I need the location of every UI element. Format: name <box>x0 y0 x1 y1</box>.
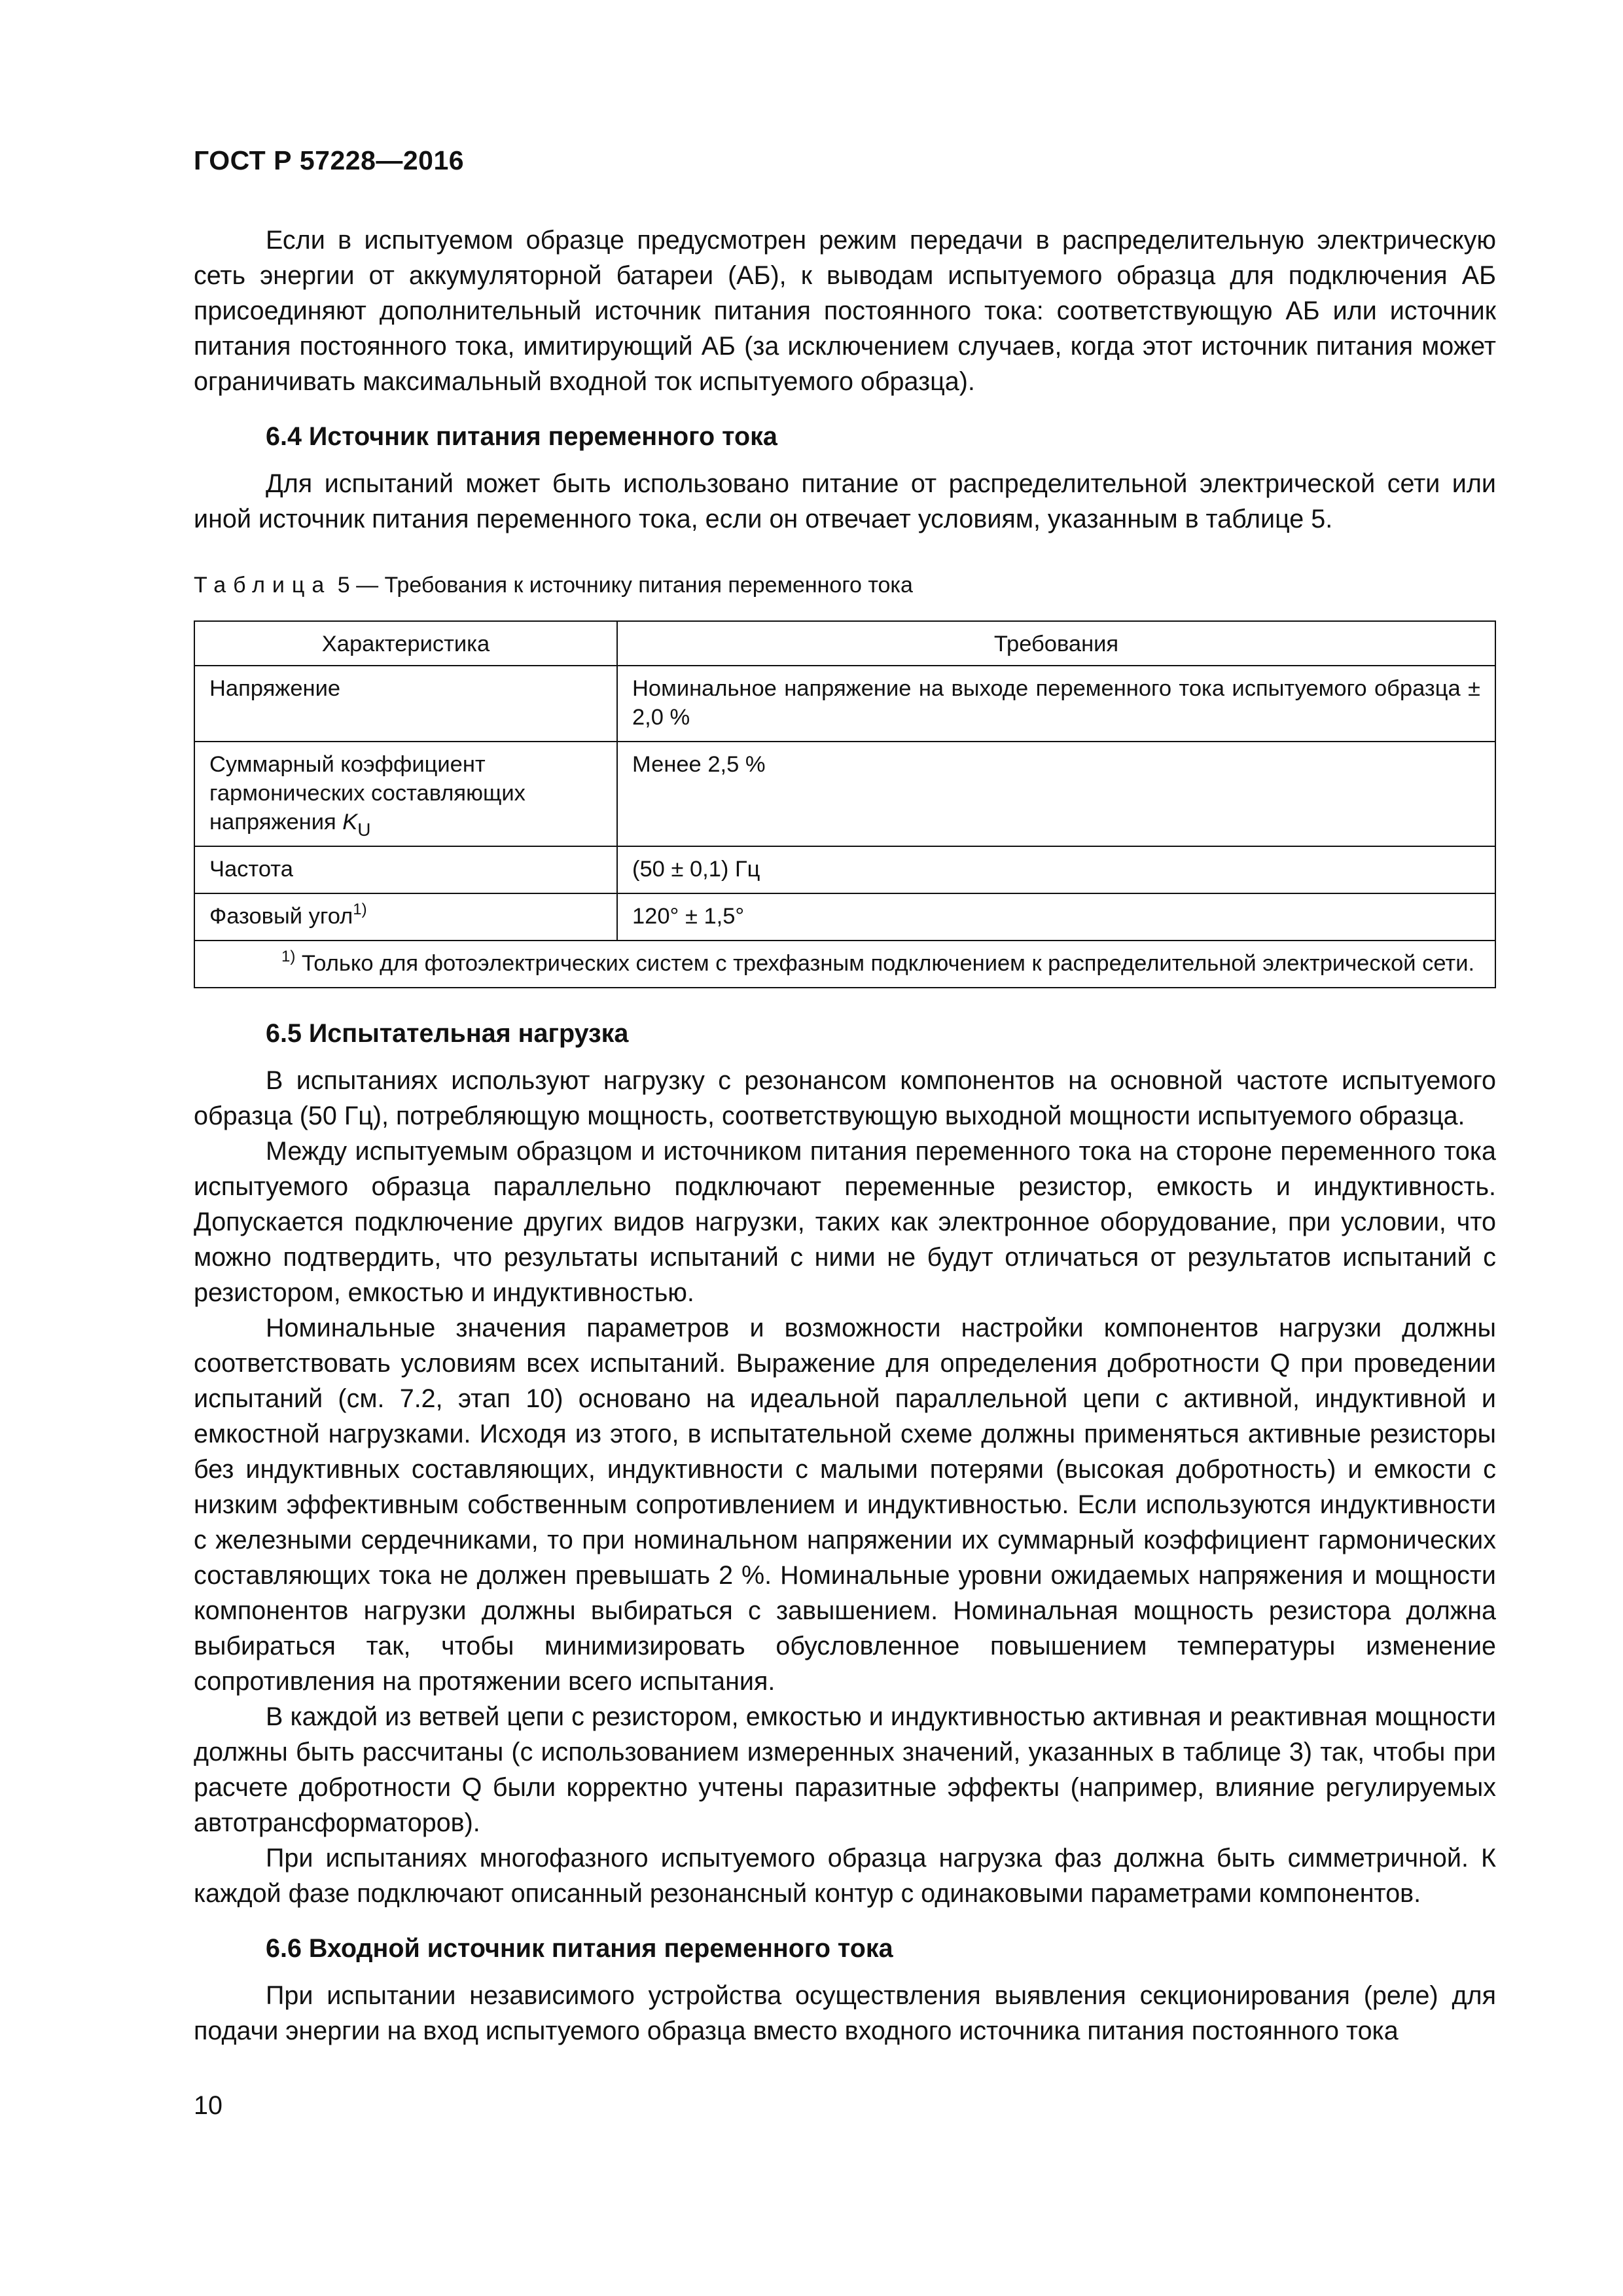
footnote-ref: 1) <box>353 901 367 918</box>
column-header-characteristic: Характеристика <box>194 621 617 666</box>
page-content <box>194 223 1496 2049</box>
section-6-5-paragraph: В каждой из ветвей цепи с резистором, емкостью и индуктивностью активная и реактивная мощности должны быть рассчитаны (с использованием измеренных значений, указанных в таблице 3) так, чтобы при расчете добротности Q были корректно учтены паразитные эффекты (например, влияние регулируемых автотрансформаторов). <box>194 1702 1496 1837</box>
section-6-6-paragraph: При испытании независимого устройства осуществления выявления секционирования (реле) для подачи энергии на вход испытуемого образца вместо входного источника питания постоянного тока <box>194 1981 1496 2045</box>
table-caption <box>194 571 1496 600</box>
table-row <box>194 846 1495 893</box>
table-header-row <box>194 621 1495 666</box>
table-caption-text: 5 — Требования к источнику питания переменного тока <box>331 573 913 598</box>
cell-characteristic <box>194 742 617 846</box>
cell-characteristic <box>194 893 617 941</box>
requirements-table <box>194 620 1496 988</box>
section-6-5-paragraph: Номинальные значения параметров и возможности настройки компонентов нагрузки должны соответствовать условиям всех испытаний. Выражение для определения добротности Q при проведении испытаний (см. 7.2, этап 10) основано на идеальной параллельной цепи с активной, индуктивной и емкостной нагрузками. Исходя из этого, в испытательной схеме должны применяться активные резисторы без индуктивных составляющих, индуктивности с малыми потерями (высокая добротность) и емкости с низким эффективным собственным сопротивлением и индуктивностью. Если используются индуктивности с железными сердечниками, то при номинальном напряжении их суммарный коэффициент гармонических составляющих тока не должен превышать 2 %. Номинальные уровни ожидаемых напряжения и мощности компонентов нагрузки должны выбираться с завышением. Номинальная мощность резистора должна выбираться так, чтобы минимизировать обусловленное повышением температуры изменение сопротивления на протяжении всего испытания. <box>194 1314 1496 1696</box>
footnote-mark: 1) <box>281 948 296 965</box>
table-row <box>194 893 1495 941</box>
cell-requirement: Менее 2,5 % <box>617 742 1495 846</box>
ku-symbol: K <box>342 810 358 834</box>
cell-requirement: Номинальное напряжение на выходе переменного тока испытуемого образца ± 2,0 % <box>617 666 1495 742</box>
page-number: 10 <box>194 2091 223 2120</box>
characteristic-text: Суммарный коэффициент гармонических составляющих напряжения <box>209 752 526 834</box>
section-6-5-heading: 6.5 Испытательная нагрузка <box>266 1019 629 1048</box>
table-row <box>194 742 1495 846</box>
footnote-text: Только для фотоэлектрических систем с трехфазным подключением к распределительной электрической сети. <box>295 951 1475 976</box>
cell-requirement: (50 ± 0,1) Гц <box>617 846 1495 893</box>
section-6-4-paragraph: Для испытаний может быть использовано питание от распределительной электрической сети или иной источник питания переменного тока, если он отвечает условиям, указанным в таблице 5. <box>194 469 1496 533</box>
ku-subscript: U <box>357 819 371 840</box>
section-6-5-paragraph: Между испытуемым образцом и источником питания переменного тока на стороне переменного тока испытуемого образца параллельно подключают переменные резистор, емкость и индуктивность. Допускается подключение других видов нагрузки, таких как электронное оборудование, при условии, что можно подтвердить, что результаты испытаний с ними не будут отличаться от результатов испытаний с резистором, емкостью и индуктивностью. <box>194 1137 1496 1307</box>
section-6-5-paragraph: При испытаниях многофазного испытуемого образца нагрузка фаз должна быть симметричной. К каждой фазе подключают описанный резонансный контур с одинаковыми параметрами компонентов. <box>194 1844 1496 1908</box>
section-6-5-paragraph: В испытаниях используют нагрузку с резонансом компонентов на основной частоте испытуемого образца (50 Гц), потребляющую мощность, соответствующую выходной мощности испытуемого образца. <box>194 1066 1496 1130</box>
characteristic-text: Фазовый угол <box>209 904 353 929</box>
section-6-6-heading: 6.6 Входной источник питания переменного тока <box>266 1934 893 1963</box>
intro-paragraph: Если в испытуемом образце предусмотрен режим передачи в распределительную электрическую сеть энергии от аккумуляторной батареи (АБ), к выводам испытуемого образца для подключения АБ присоединяют дополнительный источник питания постоянного тока: соответствующую АБ или источник питания постоянного тока, имитирующий АБ (за исключением случаев, когда этот источник питания может ограничивать максимальный входной ток испытуемого образца). <box>194 226 1496 396</box>
column-header-requirements: Требования <box>617 621 1495 666</box>
table-row <box>194 666 1495 742</box>
section-6-4-heading: 6.4 Источник питания переменного тока <box>266 422 777 451</box>
table-footnote-row <box>194 941 1495 988</box>
table-caption-word: Таблица <box>194 573 332 598</box>
document-header: ГОСТ Р 57228—2016 <box>194 145 465 175</box>
cell-characteristic: Напряжение <box>194 666 617 742</box>
table-footnote <box>194 941 1495 988</box>
cell-requirement: 120° ± 1,5° <box>617 893 1495 941</box>
cell-characteristic: Частота <box>194 846 617 893</box>
